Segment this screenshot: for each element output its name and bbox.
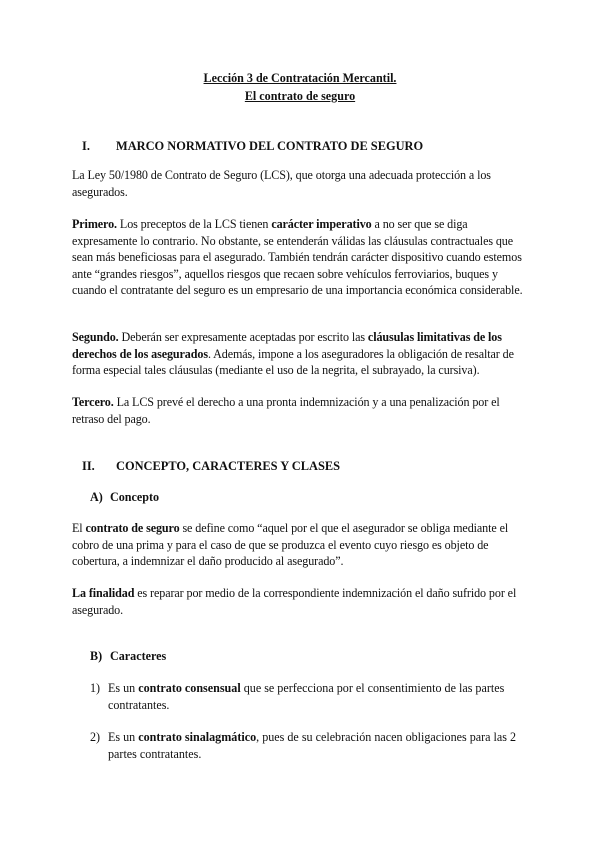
section-2-title: CONCEPTO, CARACTERES Y CLASES	[116, 459, 340, 473]
subsection-a-number: A)	[90, 490, 103, 504]
list-item-text	[90, 680, 534, 713]
subsection-b-heading	[90, 648, 166, 665]
tercero-text: La LCS prevé el derecho a una pronta indemnización y a una penalización por el retraso del pago.	[72, 395, 500, 426]
item-1-text-b: que se perfecciona por el consentimiento de las partes contratantes.	[108, 681, 505, 712]
concepto-text-a: El	[72, 521, 86, 535]
section-1-heading	[82, 138, 423, 155]
item-2-text-b: , pues de su celebración nacen obligaciones para las 2 partes contratantes.	[108, 730, 517, 761]
subsection-a-title: Concepto	[110, 490, 160, 504]
subsection-a-heading	[90, 489, 159, 506]
segundo-lead: Segundo.	[72, 330, 119, 344]
section-2-heading	[82, 458, 340, 475]
finalidad-bold: La finalidad	[72, 586, 135, 600]
list-item	[90, 729, 534, 762]
document-title: Lección 3 de Contratación Mercantil.	[203, 71, 397, 85]
list-item-number: 1)	[90, 681, 101, 695]
document-subtitle: El contrato de seguro	[244, 89, 356, 103]
paragraph-segundo	[72, 329, 534, 379]
paragraph-primero	[72, 216, 534, 299]
primero-text-b: a no ser que se diga expresamente lo contrario. No obstante, se entenderán válidas las cláusulas contractuales que sean más beneficiosas para el asegurado. También tendrán carácter dispositivo cuando estemos ante “grandes riesgos”, aquellos riesgos que recaen sobre vehículos ferroviarios, buques y cuando el contratante del seguro es un empresario de una importancia económica considerable.	[72, 217, 523, 297]
list-item-number: 2)	[90, 730, 101, 744]
paragraph-concepto	[72, 520, 534, 570]
item-2-bold-a: contrato sinalagmático	[138, 730, 257, 744]
segundo-bold-a: cláusulas limitativas de los derechos de los asegurados	[72, 330, 502, 361]
segundo-text-a: Deberán ser expresamente aceptadas por escrito las	[118, 330, 368, 344]
primero-lead: Primero.	[72, 217, 117, 231]
item-1-bold-a: contrato consensual	[138, 681, 241, 695]
subsection-b-title: Caracteres	[110, 649, 167, 663]
section-1-intro: La Ley 50/1980 de Contrato de Seguro (LCS), que otorga una adecuada protección a los asegurados.	[72, 168, 491, 199]
paragraph-finalidad	[72, 585, 534, 618]
primero-text-a: Los preceptos de la LCS tienen	[116, 217, 272, 231]
section-1-number: I.	[82, 139, 90, 153]
section-2-number: II.	[82, 459, 95, 473]
subsection-b-number: B)	[90, 649, 103, 663]
finalidad-text: es reparar por medio de la correspondiente indemnización el daño sufrido por el asegurado.	[72, 586, 517, 617]
primero-bold-a: carácter imperativo	[271, 217, 372, 231]
concepto-bold-a: contrato de seguro	[85, 521, 180, 535]
list-item-text	[90, 729, 534, 762]
section-1-title: MARCO NORMATIVO DEL CONTRATO DE SEGURO	[116, 139, 424, 153]
concepto-text-b: se define como “aquel por el que el asegurador se obliga mediante el cobro de una prima y para el caso de que se produzca el evento cuyo riesgo es objeto de cobertura, a indemnizar el daño producido al asegurado”.	[72, 521, 509, 568]
segundo-text-b: . Además, impone a los aseguradores la obligación de resaltar de forma especial tales cláusulas (mediante el uso de la negrita, el subrayado, la cursiva).	[72, 346, 514, 377]
item-2-text-a: Es un	[108, 730, 139, 744]
item-1-text-a: Es un	[108, 681, 139, 695]
tercero-lead: Tercero.	[72, 395, 114, 409]
paragraph-tercero	[72, 394, 534, 427]
list-item	[90, 680, 534, 713]
